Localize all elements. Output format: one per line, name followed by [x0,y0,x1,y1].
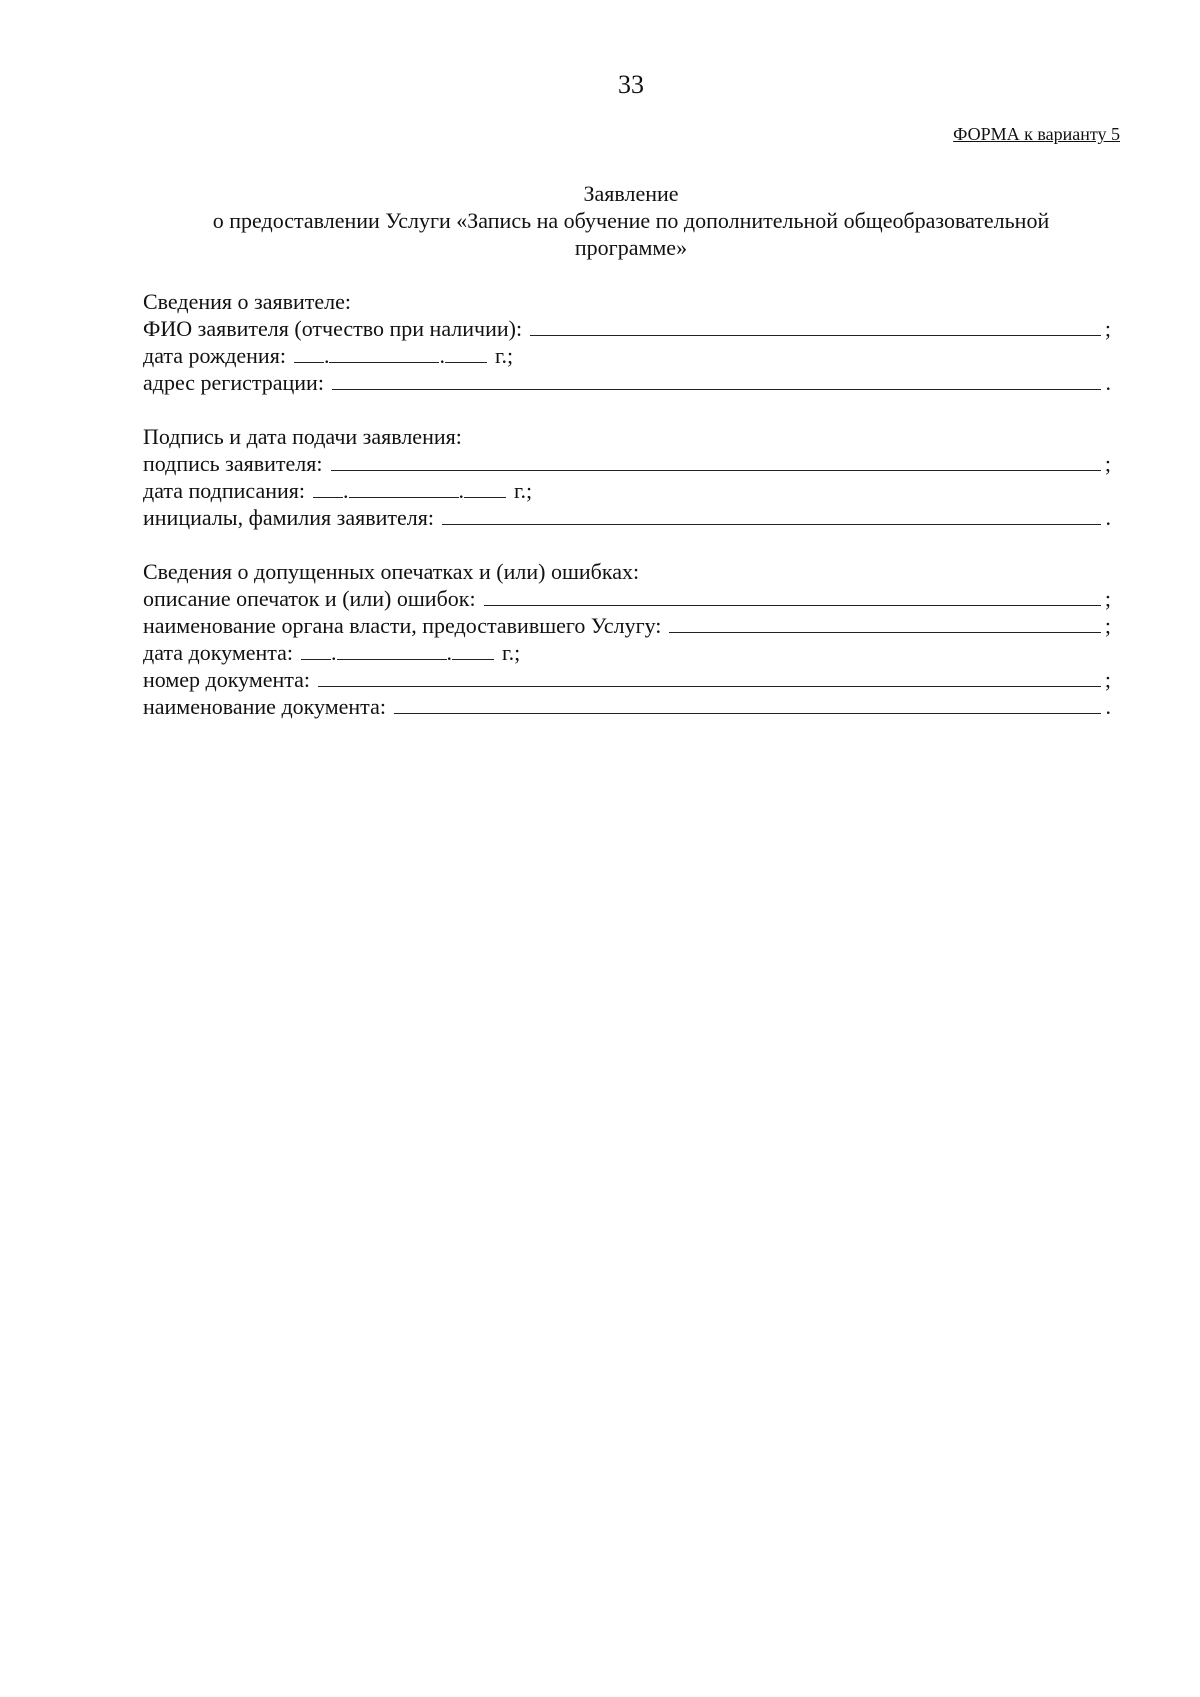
year-suffix: г.; [514,478,533,503]
sign-date-row [143,477,1111,504]
signature-section [143,423,1111,531]
applicant-heading-text: Сведения о заявителе: [143,289,352,314]
sign-month-blank[interactable] [349,478,459,498]
doc-name-label: наименование документа: [143,694,386,719]
doc-name-end-mark: . [1105,694,1111,719]
birth-date-label: дата рождения: [143,343,286,368]
fio-label: ФИО заявителя (отчество при наличии): [143,316,523,341]
title-line-1: Заявление [583,181,679,206]
doc-number-row [143,666,1111,693]
address-end-mark: . [1105,370,1111,395]
sign-end-mark: ; [1104,451,1111,476]
year-suffix: г.; [502,640,521,665]
sign-date-field[interactable] [313,477,532,504]
initials-label: инициалы, фамилия заявителя: [143,505,434,530]
fio-field[interactable] [530,316,1101,336]
year-suffix: г.; [494,343,514,368]
applicant-section [143,288,1111,396]
signature-heading [143,423,1111,450]
date-separator: . [323,343,330,368]
form-reference: ФОРМА к варианту 5 [953,124,1120,144]
sign-day-blank[interactable] [313,478,343,498]
sign-row [143,450,1111,477]
birth-day-blank[interactable] [294,343,324,363]
fio-end-mark: ; [1104,316,1111,341]
date-separator: . [331,640,337,665]
birth-date-row [143,342,1111,369]
birth-year-blank[interactable] [445,343,487,363]
authority-row [143,612,1111,639]
doc-year-blank[interactable] [452,640,494,660]
fio-row [143,315,1111,342]
error-description-label: описание опечаток и (или) ошибок: [143,586,476,611]
initials-row [143,504,1111,531]
sign-field[interactable] [331,451,1101,471]
initials-end-mark: . [1105,505,1111,530]
address-field[interactable] [332,370,1101,390]
errors-heading [143,558,1111,585]
sign-label: подпись заявителя: [143,451,323,476]
date-separator: . [343,478,349,503]
error-description-end-mark: ; [1104,586,1111,611]
address-row [143,369,1111,396]
date-separator: . [446,640,453,665]
errors-section [143,558,1111,720]
address-label: адрес регистрации: [143,370,324,395]
errors-heading-text: Сведения о допущенных опечатках и (или) ошибках: [143,559,640,584]
date-separator: . [439,343,445,368]
date-separator: . [458,478,464,503]
application-form [143,288,1111,747]
sign-date-label: дата подписания: [143,478,305,503]
doc-name-row [143,693,1111,720]
error-description-row [143,585,1111,612]
signature-heading-text: Подпись и дата подачи заявления: [143,424,462,449]
doc-number-label: номер документа: [143,667,311,692]
doc-number-end-mark: ; [1104,667,1111,692]
doc-day-blank[interactable] [301,640,331,660]
doc-date-label: дата документа: [143,640,294,665]
doc-name-field[interactable] [394,694,1101,714]
doc-date-field[interactable] [301,639,520,666]
title-line-2: о предоставлении Услуги «Запись на обучение по дополнительной общеобразовательной [212,208,1050,233]
doc-date-row [143,639,1111,666]
authority-end-mark: ; [1104,613,1111,638]
error-description-field[interactable] [484,586,1101,606]
applicant-heading [143,288,1111,315]
birth-month-blank[interactable] [329,343,439,363]
page-number: 33 [618,70,644,99]
title-line-3: программе» [574,235,688,260]
document-title [140,180,1122,261]
doc-number-field[interactable] [318,667,1101,687]
authority-field[interactable] [669,613,1101,633]
doc-month-blank[interactable] [337,640,447,660]
authority-label: наименование органа власти, предоставившего Услугу: [143,613,662,638]
sign-year-blank[interactable] [464,478,506,498]
birth-date-field[interactable] [294,342,513,369]
initials-field[interactable] [442,505,1101,525]
